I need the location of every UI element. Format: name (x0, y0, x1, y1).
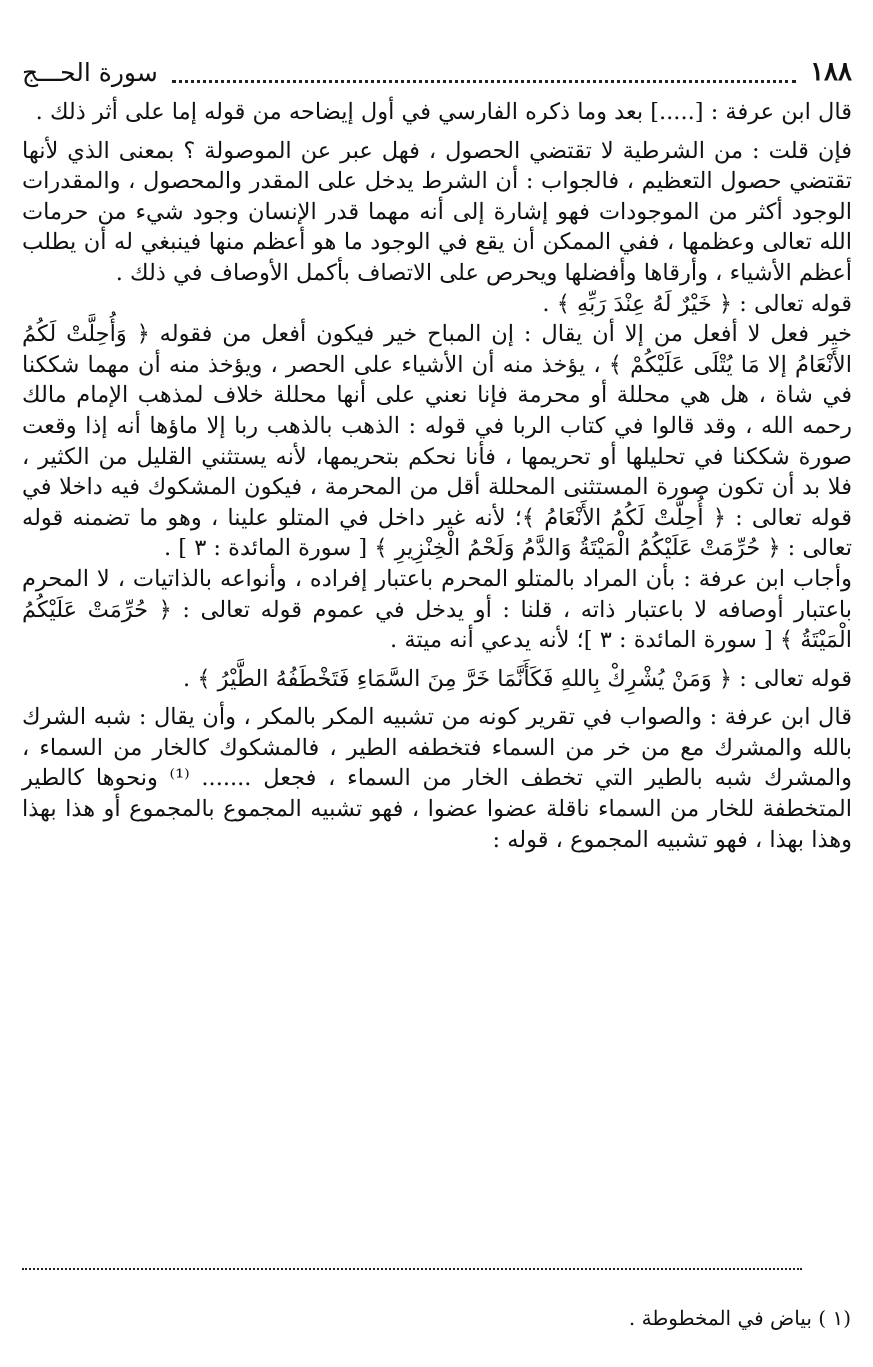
running-header (22, 52, 852, 92)
footnote-separator (22, 1268, 802, 1270)
paragraph: وأجاب ابن عرفة : بأن المراد بالمتلو المحرم باعتبار إفراده ، وأنواعه بالذاتيات ، لا المحرم باعتبار أوصافه لا باعتبار ذاته ، قلنا : أو يدخل في عموم قوله تعالى : ﴿ حُرِّمَتْ عَلَيْكُمُ الْمَيْتَةُ ﴾ [ سورة المائدة : ٣ ]؛ لأنه يدعي أنه ميتة . (22, 565, 852, 654)
main-text (22, 97, 852, 855)
footnote: (١ ) بياض في المخطوطة . (628, 1306, 851, 1330)
verse-heading: قوله تعالى : ﴿ خَيْرٌ لَهُ عِنْدَ رَبِّهِ ﴾ . (542, 290, 852, 317)
paragraph: خير فعل لا أفعل من إلا أن يقال : إن المباح خير فيكون أفعل من فقوله ﴿ وَأُحِلَّتْ لَكُمُ الأَنْعَامُ إلا مَا يُتْلَى عَلَيْكُمْ ﴾ ، يؤخذ منه أن الأشياء على الحصر ، ويؤخذ منه أن مهما شككنا في شاة ، هل هي محللة أو محرمة فإنا نعني على أنها محللة خلاف لمذهب الإمام مالك رحمه الله ، وقد قالوا في كتاب الربا في قوله : الذهب بالذهب ربا إلا ماؤها أنه إذا وقعت صورة شككنا في تحليلها أو تحريمها ، فأنا نحكم بتحريمها، لأنه يستثني القليل من الكثير ، فلا بد أن تكون صورة المستثنى المحللة أقل من المحرمة ، فيكون المشكوك فيه داخلا في قوله تعالى : ﴿ أُحِلَّتْ لَكُمُ الأَنْعَامُ ﴾؛ لأنه غير داخل في المتلو علينا ، وهو ما تضمنه قوله تعالى : ﴿ حُرِّمَتْ عَلَيْكُمُ الْمَيْتَةُ وَالدَّمُ وَلَحْمُ الْخِنْزِيرِ ﴾ [ سورة المائدة : ٣ ] . (22, 321, 852, 562)
paragraph: قال ابن عرفة : والصواب في تقرير كونه من تشبيه المكر بالمكر ، وأن يقال : شبه الشرك بالله والمشرك مع من خر من السماء فتخطفه الطير ، فالمشكوك كالخار من السماء ، والمشرك شبه بالطير التي تخطف الخار من السماء ، فجعل ....... ⁽¹⁾ ونحوها كالطير المتخطفة للخار من السماء ناقلة عضوا عضوا ، فهو تشبيه المجموع بالمجموع أو هذا بهذا وهذا بهذا ، فهو تشبيه المجموع ، قوله : (22, 704, 852, 853)
page-number: ١٨٨ (810, 57, 852, 87)
verse-heading: قوله تعالى : ﴿ وَمَنْ يُشْرِكْ بِاللهِ فَكَأَنَّمَا خَرَّ مِنَ السَّمَاءِ فَتَخْطَفُهُ الطَّيْرُ ﴾ . (183, 665, 852, 692)
paragraph: فإن قلت : من الشرطية لا تقتضي الحصول ، فهل عبر عن الموصولة ؟ بمعنى الذي لأنها تقتضي حصول التعظيم ، فالجواب : أن الشرط يدخل على المقدر والمحصول ، والمقدرات الوجود أكثر من الموجودات فهو إشارة إلى أنه مهما قدر الإنسان وجود شيء من حرمات الله تعالى وعظمها ، ففي الممكن أن يقع في الوجود ما هو أعظم منها فينبغي له أن يطلب أعظم الأشياء ، وأرقاها وأفضلها ويحرص على الاتصاف بأكمل الأوصاف في ذلك . (22, 137, 852, 286)
paragraph: قال ابن عرفة : [.....] بعد وما ذكره الفارسي في أول إيضاحه من قوله إما على أثر ذلك . (35, 99, 852, 125)
header-dotted-leader (172, 62, 796, 83)
surah-title: سورة الحـــج (22, 57, 158, 87)
